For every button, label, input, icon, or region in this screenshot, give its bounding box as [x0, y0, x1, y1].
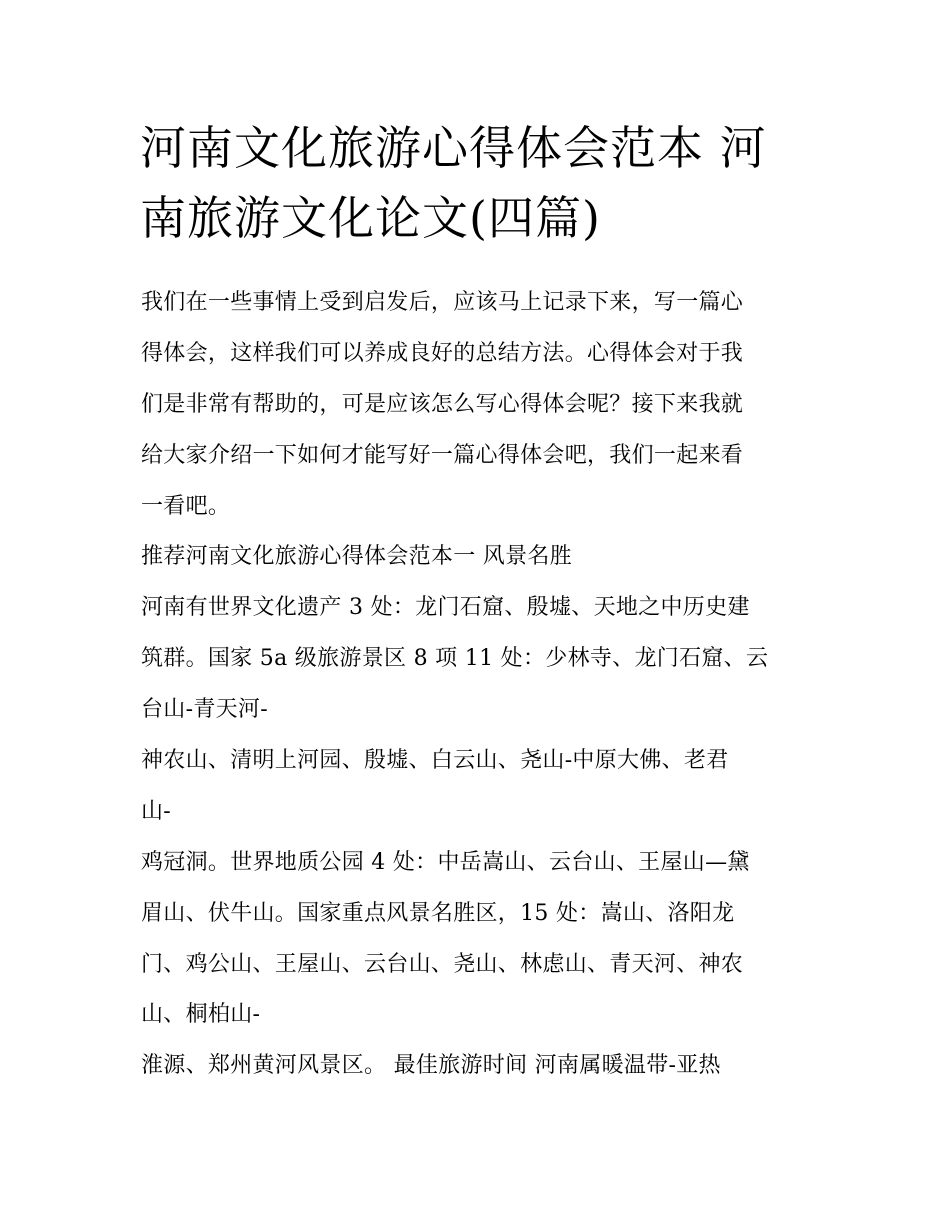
- body-text-line: 山-: [141, 798, 172, 824]
- body-text-line: 眉山、伏牛山。国家重点风景名胜区，15 处：嵩山、洛阳龙: [141, 900, 735, 926]
- body-text-line: 门、鸡公山、王屋山、云台山、尧山、林虑山、青天河、神农: [141, 951, 744, 977]
- document-title: [140, 113, 820, 253]
- body-text-line: 河南有世界文化遗产 3 处：龙门石窟、殷墟、天地之中历史建: [141, 595, 750, 621]
- body-text-line: 淮源、郑州黄河风景区。 最佳旅游时间 河南属暖温带-亚热: [141, 1053, 721, 1079]
- document-body: [141, 278, 821, 1092]
- body-text-line: 山、桐柏山-: [141, 1002, 261, 1028]
- body-text-line: 们是非常有帮助的，可是应该怎么写心得体会呢？接下来我就: [141, 391, 744, 417]
- body-text-line: 我们在一些事情上受到启发后，应该马上记录下来，写一篇心: [141, 290, 744, 315]
- section-heading: 推荐河南文化旅游心得体会范本一 风景名胜: [141, 544, 572, 570]
- title-line: 河南文化旅游心得体会范本 河: [140, 121, 767, 175]
- body-text-line: 给大家介绍一下如何才能写好一篇心得体会吧，我们一起来看: [141, 442, 744, 468]
- body-text-line: 台山-青天河-: [141, 697, 268, 723]
- title-line: 南旅游文化论文(四篇): [140, 191, 601, 245]
- body-text-line: 一看吧。: [141, 493, 231, 519]
- body-text-line: 得体会，这样我们可以养成良好的总结方法。心得体会对于我: [141, 340, 744, 366]
- body-text-line: 神农山、清明上河园、殷墟、白云山、尧山-中原大佛、老君: [141, 748, 729, 774]
- body-text-line: 鸡冠洞。世界地质公园 4 处：中岳嵩山、云台山、王屋山—黛: [141, 849, 750, 875]
- body-text-line: 筑群。国家 5a 级旅游景区 8 项 11 处：少林寺、龙门石窟、云: [141, 646, 769, 672]
